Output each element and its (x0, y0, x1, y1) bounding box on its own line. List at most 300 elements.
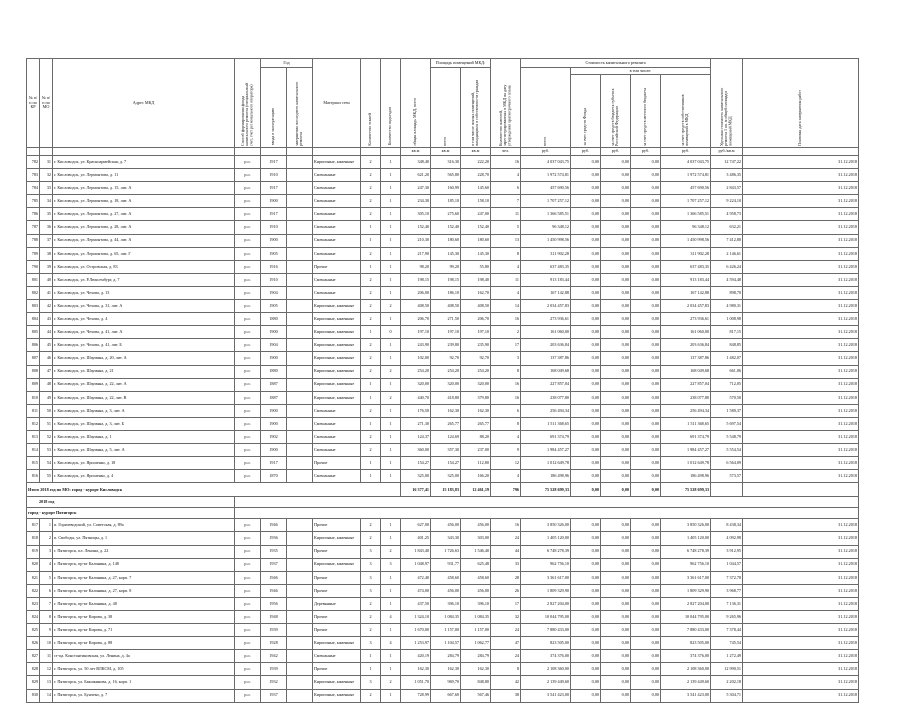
table-cell: 228,70 (461, 169, 491, 182)
table-cell: 7 (491, 195, 521, 208)
table-cell: 0,00 (631, 624, 661, 637)
table-row (27, 611, 859, 624)
table-cell: 0,00 (601, 650, 631, 663)
table-cell: 4 092,98 (711, 532, 743, 545)
table-cell: 0,00 (631, 676, 661, 689)
capital-repair-table (26, 58, 859, 703)
table-cell: 0,00 (631, 532, 661, 545)
header-residents: Количество жителей, зарегистрированных в МКД на дату утверждения краткосрочного плана (498, 84, 512, 146)
table-cell: 2 034 457,83 (521, 300, 571, 313)
table-cell: р.о. (235, 676, 261, 689)
table-cell: 1900 (261, 404, 287, 417)
table-cell: 10 044 795,00 (661, 611, 711, 624)
table-cell: 913 183,44 (521, 273, 571, 286)
table-cell: 52 (40, 430, 53, 443)
table-cell: Смешанные (313, 169, 361, 182)
table-cell: 0,00 (631, 611, 661, 624)
table-cell: 247,30 (401, 182, 431, 195)
table-cell: 1917 (261, 182, 287, 195)
table-cell: 343,30 (431, 532, 461, 545)
table-cell: 9 (40, 624, 53, 637)
table-cell: 0,00 (571, 558, 601, 571)
table-cell: 34 (40, 195, 53, 208)
table-cell (287, 404, 313, 417)
table-cell: 185,10 (431, 195, 461, 208)
table-cell: 348,40 (401, 156, 431, 169)
table-cell: 47 (40, 365, 53, 378)
table-row (27, 532, 859, 545)
table-cell: 24 (491, 624, 521, 637)
table-cell: 1 (381, 182, 401, 195)
table-cell: Кирпичные, каменные (313, 352, 361, 365)
table-cell: Кирпичные, каменные (313, 532, 361, 545)
table-cell: 31.12.2018 (743, 650, 859, 663)
table-cell: 0,00 (631, 339, 661, 352)
unit-cell: руб. (631, 148, 661, 156)
table-cell: 4 (40, 558, 53, 571)
table-cell: 1946 (261, 519, 287, 532)
table-cell: 145,60 (461, 182, 491, 195)
table-cell: Смешанные (313, 404, 361, 417)
unit-cell: руб. (661, 148, 711, 156)
table-cell: 1 272,49 (711, 650, 743, 663)
table-cell: 166,20 (461, 470, 491, 483)
table-cell: 1 008,98 (711, 313, 743, 326)
table-cell: 1 (381, 352, 401, 365)
table-cell: 2 (361, 273, 381, 286)
table-cell (287, 326, 313, 339)
table-cell (287, 339, 313, 352)
table-cell: 1 (361, 457, 381, 470)
total-cost-regional: 0,00 (601, 483, 631, 497)
table-cell: 0,00 (631, 584, 661, 597)
table-cell: г. Кисловодск, ул. Шаумяна, д. 22, лит. В (53, 391, 235, 404)
table-cell: 374 376,00 (661, 650, 711, 663)
table-cell: 826 (27, 637, 40, 650)
table-cell: 0,00 (571, 519, 601, 532)
table-cell: 4 (491, 169, 521, 182)
table-cell (287, 365, 313, 378)
table-cell: 0,00 (631, 457, 661, 470)
table-cell: р.о. (235, 365, 261, 378)
table-cell: р.о. (235, 545, 261, 558)
table-cell: 745,54 (711, 637, 743, 650)
table-cell: 254,20 (461, 365, 491, 378)
header-cost-local: за счет средств местного бюджета (642, 87, 648, 146)
table-cell (287, 597, 313, 610)
table-cell: 10 (40, 637, 53, 650)
table-cell: 31.12.2018 (743, 326, 859, 339)
table-cell: 158,10 (461, 195, 491, 208)
table-cell: 0,00 (571, 404, 601, 417)
table-row (27, 624, 859, 637)
table-cell: 807 (27, 352, 40, 365)
table-cell: 162,30 (401, 663, 431, 676)
table-cell: 808 (27, 365, 40, 378)
table-cell: 203 636,84 (661, 339, 711, 352)
table-row (27, 444, 859, 457)
table-cell: 0,00 (631, 326, 661, 339)
table-cell: г. Кисловодск, ул. Чехова, д. 41, лит. Б (53, 339, 235, 352)
table-cell: 0,00 (631, 378, 661, 391)
table-cell: 1887 (261, 391, 287, 404)
table-cell: 41 (40, 286, 53, 299)
table-cell: 0,00 (571, 156, 601, 169)
table-cell: 152,40 (401, 221, 431, 234)
table-cell: 1900 (261, 326, 287, 339)
table-cell: г. Пятигорск, пр-кт Калинина, д. 27, корп. 7 (53, 571, 235, 584)
table-cell: 1 253,97 (401, 637, 431, 650)
table-cell: 11 (40, 650, 53, 663)
table-cell: 1 (361, 378, 381, 391)
table-cell: 962 756,10 (521, 558, 571, 571)
table-cell: 42 (40, 300, 53, 313)
table-cell: 39 (40, 260, 53, 273)
table-cell: 180,60 (461, 234, 491, 247)
table-cell: 1 (381, 584, 401, 597)
table-cell: 1 (381, 234, 401, 247)
table-cell: 11 (491, 273, 521, 286)
table-cell: 1 (381, 273, 401, 286)
table-cell (287, 558, 313, 571)
table-cell: 1 972 574,81 (661, 169, 711, 182)
table-cell: 12 (491, 457, 521, 470)
table-cell: Смешанные (313, 234, 361, 247)
table-cell: 456,00 (461, 519, 491, 532)
table-cell: 160,99 (431, 182, 461, 195)
table-cell: г. Пятигорск, ул. Бунчеко, д. 7 (53, 689, 235, 702)
table-cell: 0,00 (601, 169, 631, 182)
table-cell: 5 304,71 (711, 689, 743, 702)
table-cell: Смешанные (313, 273, 361, 286)
table-cell: 790 (27, 260, 40, 273)
table-cell: 1 511 368,65 (521, 417, 571, 430)
table-cell: 440,70 (401, 391, 431, 404)
table-cell (287, 313, 313, 326)
table-cell: 31.12.2018 (743, 156, 859, 169)
table-cell: г. Кисловодск, ул. Лермонтова, д. 44, лит. А (53, 234, 235, 247)
table-row (27, 169, 859, 182)
table-cell: 2 827 204,00 (521, 597, 571, 610)
table-cell: 31.12.2018 (743, 624, 859, 637)
table-cell: 55,80 (461, 260, 491, 273)
table-cell: 99,20 (431, 260, 461, 273)
table-cell: 6 426,24 (711, 260, 743, 273)
table-cell: 31.12.2018 (743, 558, 859, 571)
table-cell: 2 (361, 611, 381, 624)
table-cell: 830 (27, 689, 40, 702)
table-cell (287, 689, 313, 702)
table-cell: 1 (381, 156, 401, 169)
table-cell: 1910 (261, 221, 287, 234)
table-cell: 1 809 329,90 (661, 584, 711, 597)
table-cell: 247,00 (461, 208, 491, 221)
table-cell: 0,00 (601, 597, 631, 610)
table-cell: 2 108 360,00 (521, 663, 571, 676)
table-cell: 1 (361, 650, 381, 663)
table-cell: 3 (491, 352, 521, 365)
table-cell: 0,00 (631, 470, 661, 483)
table-cell (287, 286, 313, 299)
table-cell: 13 (40, 676, 53, 689)
table-cell: 3 850 326,00 (521, 519, 571, 532)
table-cell: 848,80 (461, 676, 491, 689)
table-cell: 0,00 (631, 208, 661, 221)
table-cell: 38 (40, 247, 53, 260)
table-cell: р.о. (235, 326, 261, 339)
table-cell: г. Пятигорск, пл. Ленина, д. 22 (53, 545, 235, 558)
table-cell: 0,00 (631, 663, 661, 676)
table-cell: 0,00 (571, 365, 601, 378)
header-num-kr: № п/п по КР (27, 59, 40, 148)
table-cell: 1 (361, 260, 381, 273)
table-cell: 0,00 (601, 365, 631, 378)
table-cell: 1 (381, 457, 401, 470)
table-row (27, 597, 859, 610)
table-cell: Кирпичные, каменные (313, 326, 361, 339)
table-cell: 1900 (261, 195, 287, 208)
table-cell: 2 (361, 169, 381, 182)
table-cell: 1900 (261, 444, 287, 457)
table-row (27, 417, 859, 430)
table-cell (287, 378, 313, 391)
table-cell: 420,19 (401, 650, 431, 663)
table-cell: 1 (381, 597, 401, 610)
table-cell: 2 (361, 339, 381, 352)
table-cell: 1 324,10 (401, 611, 431, 624)
table-cell (287, 444, 313, 457)
table-cell: 456,00 (431, 584, 461, 597)
table-cell: 0,00 (631, 156, 661, 169)
table-cell: 783 (27, 169, 40, 182)
table-cell: г. Кисловодск, ул. Красноармейская, д. 7 (53, 156, 235, 169)
table-cell: 1 843,40 (401, 545, 431, 558)
table-cell: 1 084,35 (461, 611, 491, 624)
table-cell: 4 (491, 430, 521, 443)
table-cell: г. Кисловодск, ул. Лермонтова, д. 65, лит. Г (53, 247, 235, 260)
table-cell: р.о. (235, 182, 261, 195)
table-row (27, 457, 859, 470)
table-cell (287, 650, 313, 663)
table-cell: р.о. (235, 286, 261, 299)
table-cell: 3 486,35 (711, 169, 743, 182)
table-cell: 1 (361, 417, 381, 430)
table-cell: 0,00 (571, 545, 601, 558)
table-cell: 456,00 (431, 519, 461, 532)
table-cell: 16 (491, 519, 521, 532)
table-cell: 5 554,54 (711, 444, 743, 457)
table-cell: 813 (27, 430, 40, 443)
table-cell: 1946 (261, 571, 287, 584)
table-cell: 0,00 (631, 558, 661, 571)
table-cell: 10 044 795,00 (521, 611, 571, 624)
table-cell: 154,27 (431, 457, 461, 470)
header-incl: в том числе: (571, 68, 711, 75)
table-cell: 1 511 368,65 (661, 417, 711, 430)
table-cell: 0,00 (631, 195, 661, 208)
table-cell: Кирпичные, каменные (313, 391, 361, 404)
table-cell (287, 584, 313, 597)
table-cell: 570,50 (711, 391, 743, 404)
table-cell: р.о. (235, 221, 261, 234)
table-cell: 17 (491, 339, 521, 352)
table-cell: 227 857,04 (661, 378, 711, 391)
table-cell: 814 (27, 444, 40, 457)
table-cell: 2 (361, 689, 381, 702)
table-cell: р.о. (235, 689, 261, 702)
table-cell: 167 142,88 (661, 286, 711, 299)
table-row (27, 313, 859, 326)
table-cell: 31.12.2018 (743, 457, 859, 470)
table-cell: 1 972 574,81 (521, 169, 571, 182)
table-cell: р.о. (235, 391, 261, 404)
year-label: 2018 год (27, 497, 235, 508)
table-cell: 3 361 617,00 (661, 571, 711, 584)
table-cell: 9 265,96 (711, 611, 743, 624)
unit-cell: кв.м (431, 148, 461, 156)
table-cell: 788 (27, 234, 40, 247)
table-cell: 2 843,57 (711, 182, 743, 195)
header-area-living: в том числе жилых помещений, находящихся в собственности граждан (470, 79, 480, 146)
table-cell: 7 136,31 (711, 597, 743, 610)
table-cell: 0,00 (571, 624, 601, 637)
table-cell: 6 (491, 404, 521, 417)
table-cell: 0,00 (601, 352, 631, 365)
table-cell: 31.12.2018 (743, 339, 859, 352)
table-cell: 1916 (261, 260, 287, 273)
table-cell: 815 (27, 457, 40, 470)
table-cell: Прочие (313, 571, 361, 584)
table-cell: 311 902,28 (661, 247, 711, 260)
table-cell: 0,00 (601, 637, 631, 650)
table-cell: 1937 (261, 558, 287, 571)
table-cell (287, 156, 313, 169)
header-total-area: общая площадь МКД, всего (412, 98, 418, 146)
table-cell: 1910 (261, 169, 287, 182)
table-row (27, 326, 859, 339)
table-cell: 256 494,34 (661, 404, 711, 417)
table-cell: 124,37 (401, 430, 431, 443)
table-cell: 1 (381, 313, 401, 326)
table-cell: 303,00 (461, 532, 491, 545)
table-cell: 31.12.2018 (743, 352, 859, 365)
table-cell: 35 (40, 208, 53, 221)
table-cell: 137 387,86 (521, 352, 571, 365)
table-cell: 31.12.2018 (743, 611, 859, 624)
table-cell: 1870 (261, 470, 287, 483)
table-cell: р.о. (235, 195, 261, 208)
table-cell: г. Кисловодск, ул. Шаумяна, д. 1 (53, 430, 235, 443)
table-cell: 456,00 (461, 584, 491, 597)
table-cell: 31.12.2018 (743, 208, 859, 221)
table-cell: 0,00 (631, 637, 661, 650)
table-cell: 167 142,88 (521, 286, 571, 299)
table-cell: 0,00 (571, 273, 601, 286)
table-cell: 1 366 585,51 (521, 208, 571, 221)
table-cell: г. Кисловодск, ул. Шаумяна, д. 5, лит. А (53, 444, 235, 457)
table-cell: 1 809 329,90 (521, 584, 571, 597)
table-cell: 2 (491, 326, 521, 339)
table-cell: 829 (27, 676, 40, 689)
table-cell (287, 208, 313, 221)
table-cell: 54 (40, 457, 53, 470)
table-cell: 2 (361, 286, 381, 299)
table-cell: 0,00 (601, 313, 631, 326)
table-cell: 661,06 (711, 365, 743, 378)
table-cell: г. Кисловодск, ул. Лермонтова, д. 18, лит. А (53, 195, 235, 208)
table-cell: 1948 (261, 611, 287, 624)
table-cell: Смешанные (313, 417, 361, 430)
table-cell (287, 532, 313, 545)
table-cell: 789 (27, 247, 40, 260)
table-cell: 2 108 360,00 (661, 663, 711, 676)
table-cell: 0,00 (571, 247, 601, 260)
total-cost-local: 0,00 (631, 483, 661, 497)
table-cell: 969,70 (431, 676, 461, 689)
table-cell: 0 (381, 326, 401, 339)
table-cell: 6 (40, 584, 53, 597)
table-row (27, 391, 859, 404)
table-cell: 2 (381, 545, 401, 558)
table-cell: 1904 (261, 339, 287, 352)
table-cell: 913 183,44 (661, 273, 711, 286)
table-cell: г. Кисловодск, ул. Шаумяна, д. 3, лит. А (53, 404, 235, 417)
table-cell: 823 505,00 (661, 637, 711, 650)
table-cell: 1 (361, 391, 381, 404)
table-cell: 145,30 (431, 247, 461, 260)
table-cell: 0,00 (631, 169, 661, 182)
table-cell: 96 348,12 (521, 221, 571, 234)
table-cell: 1 580,37 (711, 404, 743, 417)
table-cell: 162,30 (431, 663, 461, 676)
table-cell: 474,00 (401, 584, 431, 597)
table-cell: 1 405 120,00 (521, 532, 571, 545)
table-cell: 2 (361, 444, 381, 457)
table-cell: 238 077,80 (661, 391, 711, 404)
table-cell: 31.12.2018 (743, 637, 859, 650)
table-cell: 49 (40, 391, 53, 404)
table-cell: 0,00 (571, 689, 601, 702)
table-cell: 16 (491, 313, 521, 326)
table-cell: 9 (491, 444, 521, 457)
table-cell: 31.12.2018 (743, 689, 859, 702)
table-cell: 28 (491, 571, 521, 584)
table-cell: 0,00 (601, 195, 631, 208)
table-cell: г. Кисловодск, ул. Чехова, д. 41, лит. А (53, 326, 235, 339)
table-cell: 0,00 (571, 352, 601, 365)
table-cell: 5 548,79 (711, 430, 743, 443)
table-cell: 0,00 (601, 689, 631, 702)
table-cell: Кирпичные, каменные (313, 365, 361, 378)
table-cell: 823 505,00 (521, 637, 571, 650)
table-cell: Кирпичные, каменные (313, 300, 361, 313)
table-cell: 1910 (261, 273, 287, 286)
pyatigorsk-rows (27, 519, 859, 702)
table-cell: 0,00 (601, 247, 631, 260)
header-cost-owners: за счет средств собственников помещений в МКД (680, 94, 690, 146)
table-cell: 31.12.2018 (743, 365, 859, 378)
table-cell: 31.12.2018 (743, 313, 859, 326)
table-cell: р.о. (235, 260, 261, 273)
table-cell: 1917 (261, 208, 287, 221)
table-cell: 457 690,56 (521, 182, 571, 195)
table-cell: 667,60 (431, 689, 461, 702)
table-cell: 186,10 (431, 286, 461, 299)
table-cell: 1928 (261, 637, 287, 650)
table-cell: 2 (361, 624, 381, 637)
table-cell: 621,20 (401, 169, 431, 182)
table-cell: 3 (361, 637, 381, 650)
